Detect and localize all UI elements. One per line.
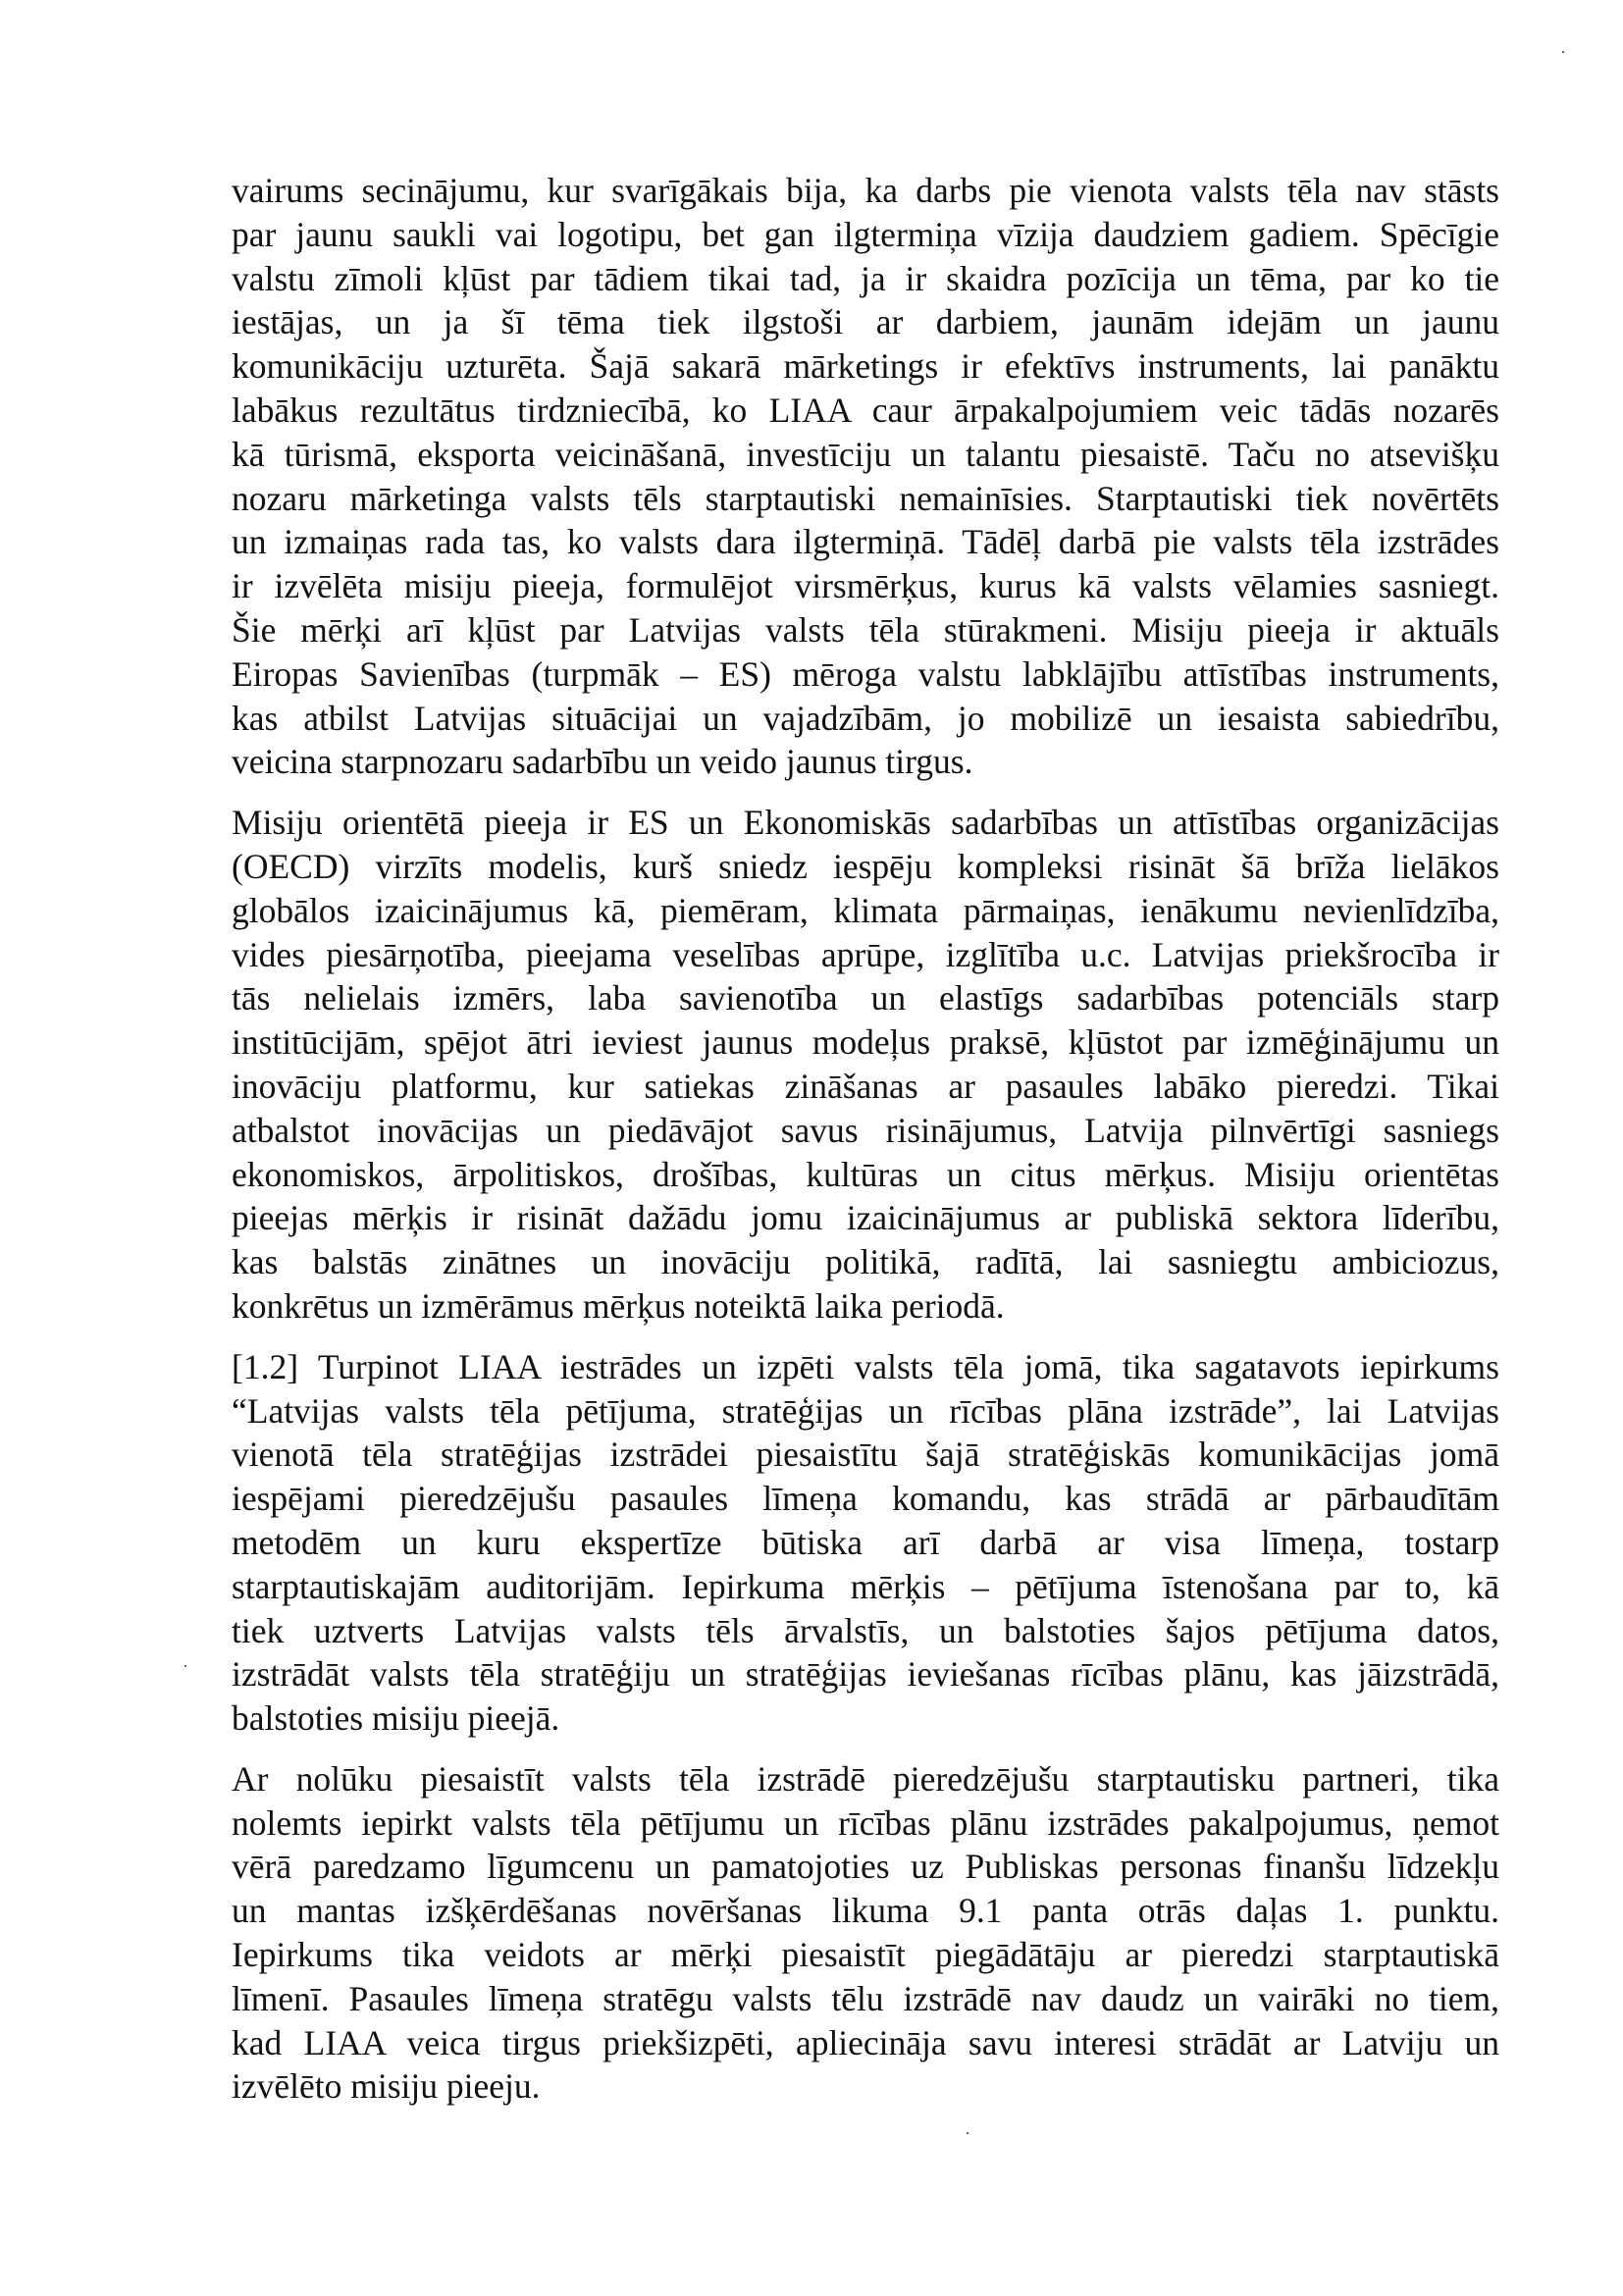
text-line: globālos izaicinājumus kā, piemēram, klimata pārmaiņas, ienākumu nevienlīdzība, bbox=[232, 890, 1499, 930]
text-line: atbalstot inovācijas un piedāvājot savus risinājumus, Latvija pilnvērtīgi sasniegs bbox=[232, 1110, 1499, 1150]
text-line: Eiropas Savienības (turpmāk – ES) mēroga valstu labklājību attīstības instruments, bbox=[232, 653, 1499, 694]
text-line: iespējami pieredzējušu pasaules līmeņa komandu, kas strādā ar pārbaudītām bbox=[232, 1479, 1499, 1519]
text-line: kas atbilst Latvijas situācijai un vajadzībām, jo mobilizē un iesaista sabiedrību, bbox=[232, 698, 1499, 738]
text-line: par jaunu saukli vai logotipu, bet gan ilgtermiņa vīzija daudziem gadiem. Spēcīgie bbox=[232, 214, 1499, 254]
text-line: tiek uztverts Latvijas valsts tēls ārvalstīs, un balstoties šajos pētījuma datos, bbox=[232, 1610, 1499, 1650]
text-line: kas balstās zinātnes un inovāciju politikā, radītā, lai sasniegtu ambiciozus, bbox=[232, 1242, 1499, 1282]
text-line: pieejas mērķis ir risināt dažādu jomu izaicinājumus ar publiskā sektora līderību, bbox=[232, 1198, 1499, 1238]
text-line: ir izvēlēta misiju pieeja, formulējot virsmērķus, kurus kā valsts vēlamies sasniegt. bbox=[232, 566, 1499, 606]
text-line: un mantas izšķērdēšanas novēršanas likuma 9.1 panta otrās daļas 1. punktu. bbox=[232, 1891, 1499, 1931]
text-line: vides piesārņotība, pieejama veselības aprūpe, izglītība u.c. Latvijas priekšrocība ir bbox=[232, 934, 1499, 974]
text-line: un izmaiņas rada tas, ko valsts dara ilgtermiņā. Tādēļ darbā pie valsts tēla izstrādes bbox=[232, 522, 1499, 562]
text-line: Šie mērķi arī kļūst par Latvijas valsts tēla stūrakmeni. Misiju pieeja ir aktuāls bbox=[232, 609, 1499, 650]
text-line: balstoties misiju pieejā. bbox=[232, 1698, 560, 1739]
paragraph bbox=[232, 1345, 1499, 1741]
text-line: (OECD) virzīts modelis, kurš sniedz iespēju kompleksi risināt šā brīža lielākos bbox=[232, 846, 1499, 886]
text-line: Iepirkums tika veidots ar mērķi piesaistīt piegādātāju ar pieredzi starptautiskā bbox=[232, 1935, 1499, 1975]
text-line: “Latvijas valsts tēla pētījuma, stratēģijas un rīcības plāna izstrāde”, lai Latvijas bbox=[232, 1390, 1499, 1431]
text-line: ekonomiskos, ārpolitiskos, drošības, kultūras un citus mērķus. Misiju orientētas bbox=[232, 1154, 1499, 1194]
text-line: līmenī. Pasaules līmeņa stratēgu valsts tēlu izstrādē nav daudz un vairāki no tiem, bbox=[232, 1978, 1499, 2018]
text-line: nolemts iepirkt valsts tēla pētījumu un rīcības plānu izstrādes pakalpojumus, ņemot bbox=[232, 1802, 1499, 1843]
text-line: izstrādāt valsts tēla stratēģiju un stratēģijas ieviešanas rīcības plānu, kas jāizstrādā, bbox=[232, 1654, 1499, 1695]
text-line: [1.2] Turpinot LIAA iestrādes un izpēti valsts tēla jomā, tika sagatavots iepirkums bbox=[232, 1346, 1499, 1386]
text-line: valstu zīmoli kļūst par tādiem tikai tad, ja ir skaidra pozīcija un tēma, par ko tie bbox=[232, 258, 1499, 298]
scan-speck bbox=[967, 2132, 969, 2134]
paragraph bbox=[232, 801, 1499, 1329]
text-line: metodēm un kuru ekspertīze būtiska arī darbā ar visa līmeņa, tostarp bbox=[232, 1522, 1499, 1562]
text-line: kad LIAA veica tirgus priekšizpēti, apliecināja savu interesi strādāt ar Latviju un bbox=[232, 2022, 1499, 2062]
paragraph bbox=[232, 169, 1499, 784]
text-line: nozaru mārketinga valsts tēls starptautiski nemainīsies. Starptautiski tiek novērtēts bbox=[232, 478, 1499, 518]
text-line: izvēlēto misiju pieeju. bbox=[232, 2066, 541, 2107]
text-line: kā tūrismā, eksporta veicināšanā, investīciju un talantu piesaistē. Taču no atsevišķu bbox=[232, 434, 1499, 474]
text-line: vērā paredzamo līgumcenu un pamatojoties uz Publiskas personas finanšu līdzekļu bbox=[232, 1847, 1499, 1887]
text-line: vienotā tēla stratēģijas izstrādei piesaistītu šajā stratēģiskās komunikācijas jomā bbox=[232, 1435, 1499, 1475]
text-line: iestājas, un ja šī tēma tiek ilgstoši ar darbiem, jaunām idejām un jaunu bbox=[232, 302, 1499, 342]
text-line: konkrētus un izmērāmus mērķus noteiktā laika periodā. bbox=[232, 1285, 1005, 1326]
text-line: veicina starpnozaru sadarbību un veido jaunus tirgus. bbox=[232, 742, 973, 782]
text-line: Misiju orientētā pieeja ir ES un Ekonomiskās sadarbības un attīstības organizācijas bbox=[232, 803, 1499, 843]
text-line: institūcijām, spējot ātri ieviest jaunus modeļus praksē, kļūstot par izmēģinājumu un bbox=[232, 1022, 1499, 1063]
scan-speck bbox=[1562, 51, 1564, 53]
text-line: Ar nolūku piesaistīt valsts tēla izstrādē pieredzējušu starptautisku partneri, tika bbox=[232, 1758, 1499, 1799]
text-line: vairums secinājumu, kur svarīgākais bija, ka darbs pie vienota valsts tēla nav stāsts bbox=[232, 171, 1499, 210]
text-line: labākus rezultātus tirdzniecībā, ko LIAA caur ārpakalpojumiem veic tādās nozarēs bbox=[232, 390, 1499, 430]
text-line: tās nelielais izmērs, laba savienotība un elastīgs sadarbības potenciāls starp bbox=[232, 978, 1499, 1018]
body-text bbox=[232, 169, 1499, 2125]
text-line: inovāciju platformu, kur satiekas zināšanas ar pasaules labāko pieredzi. Tikai bbox=[232, 1066, 1499, 1106]
paragraph bbox=[232, 1757, 1499, 2109]
text-line: komunikāciju uzturēta. Šajā sakarā mārketings ir efektīvs instruments, lai panāktu bbox=[232, 346, 1499, 387]
scan-speck bbox=[184, 1665, 186, 1667]
text-line: starptautiskajām auditorijām. Iepirkuma mērķis – pētījuma īstenošana par to, kā bbox=[232, 1566, 1499, 1606]
